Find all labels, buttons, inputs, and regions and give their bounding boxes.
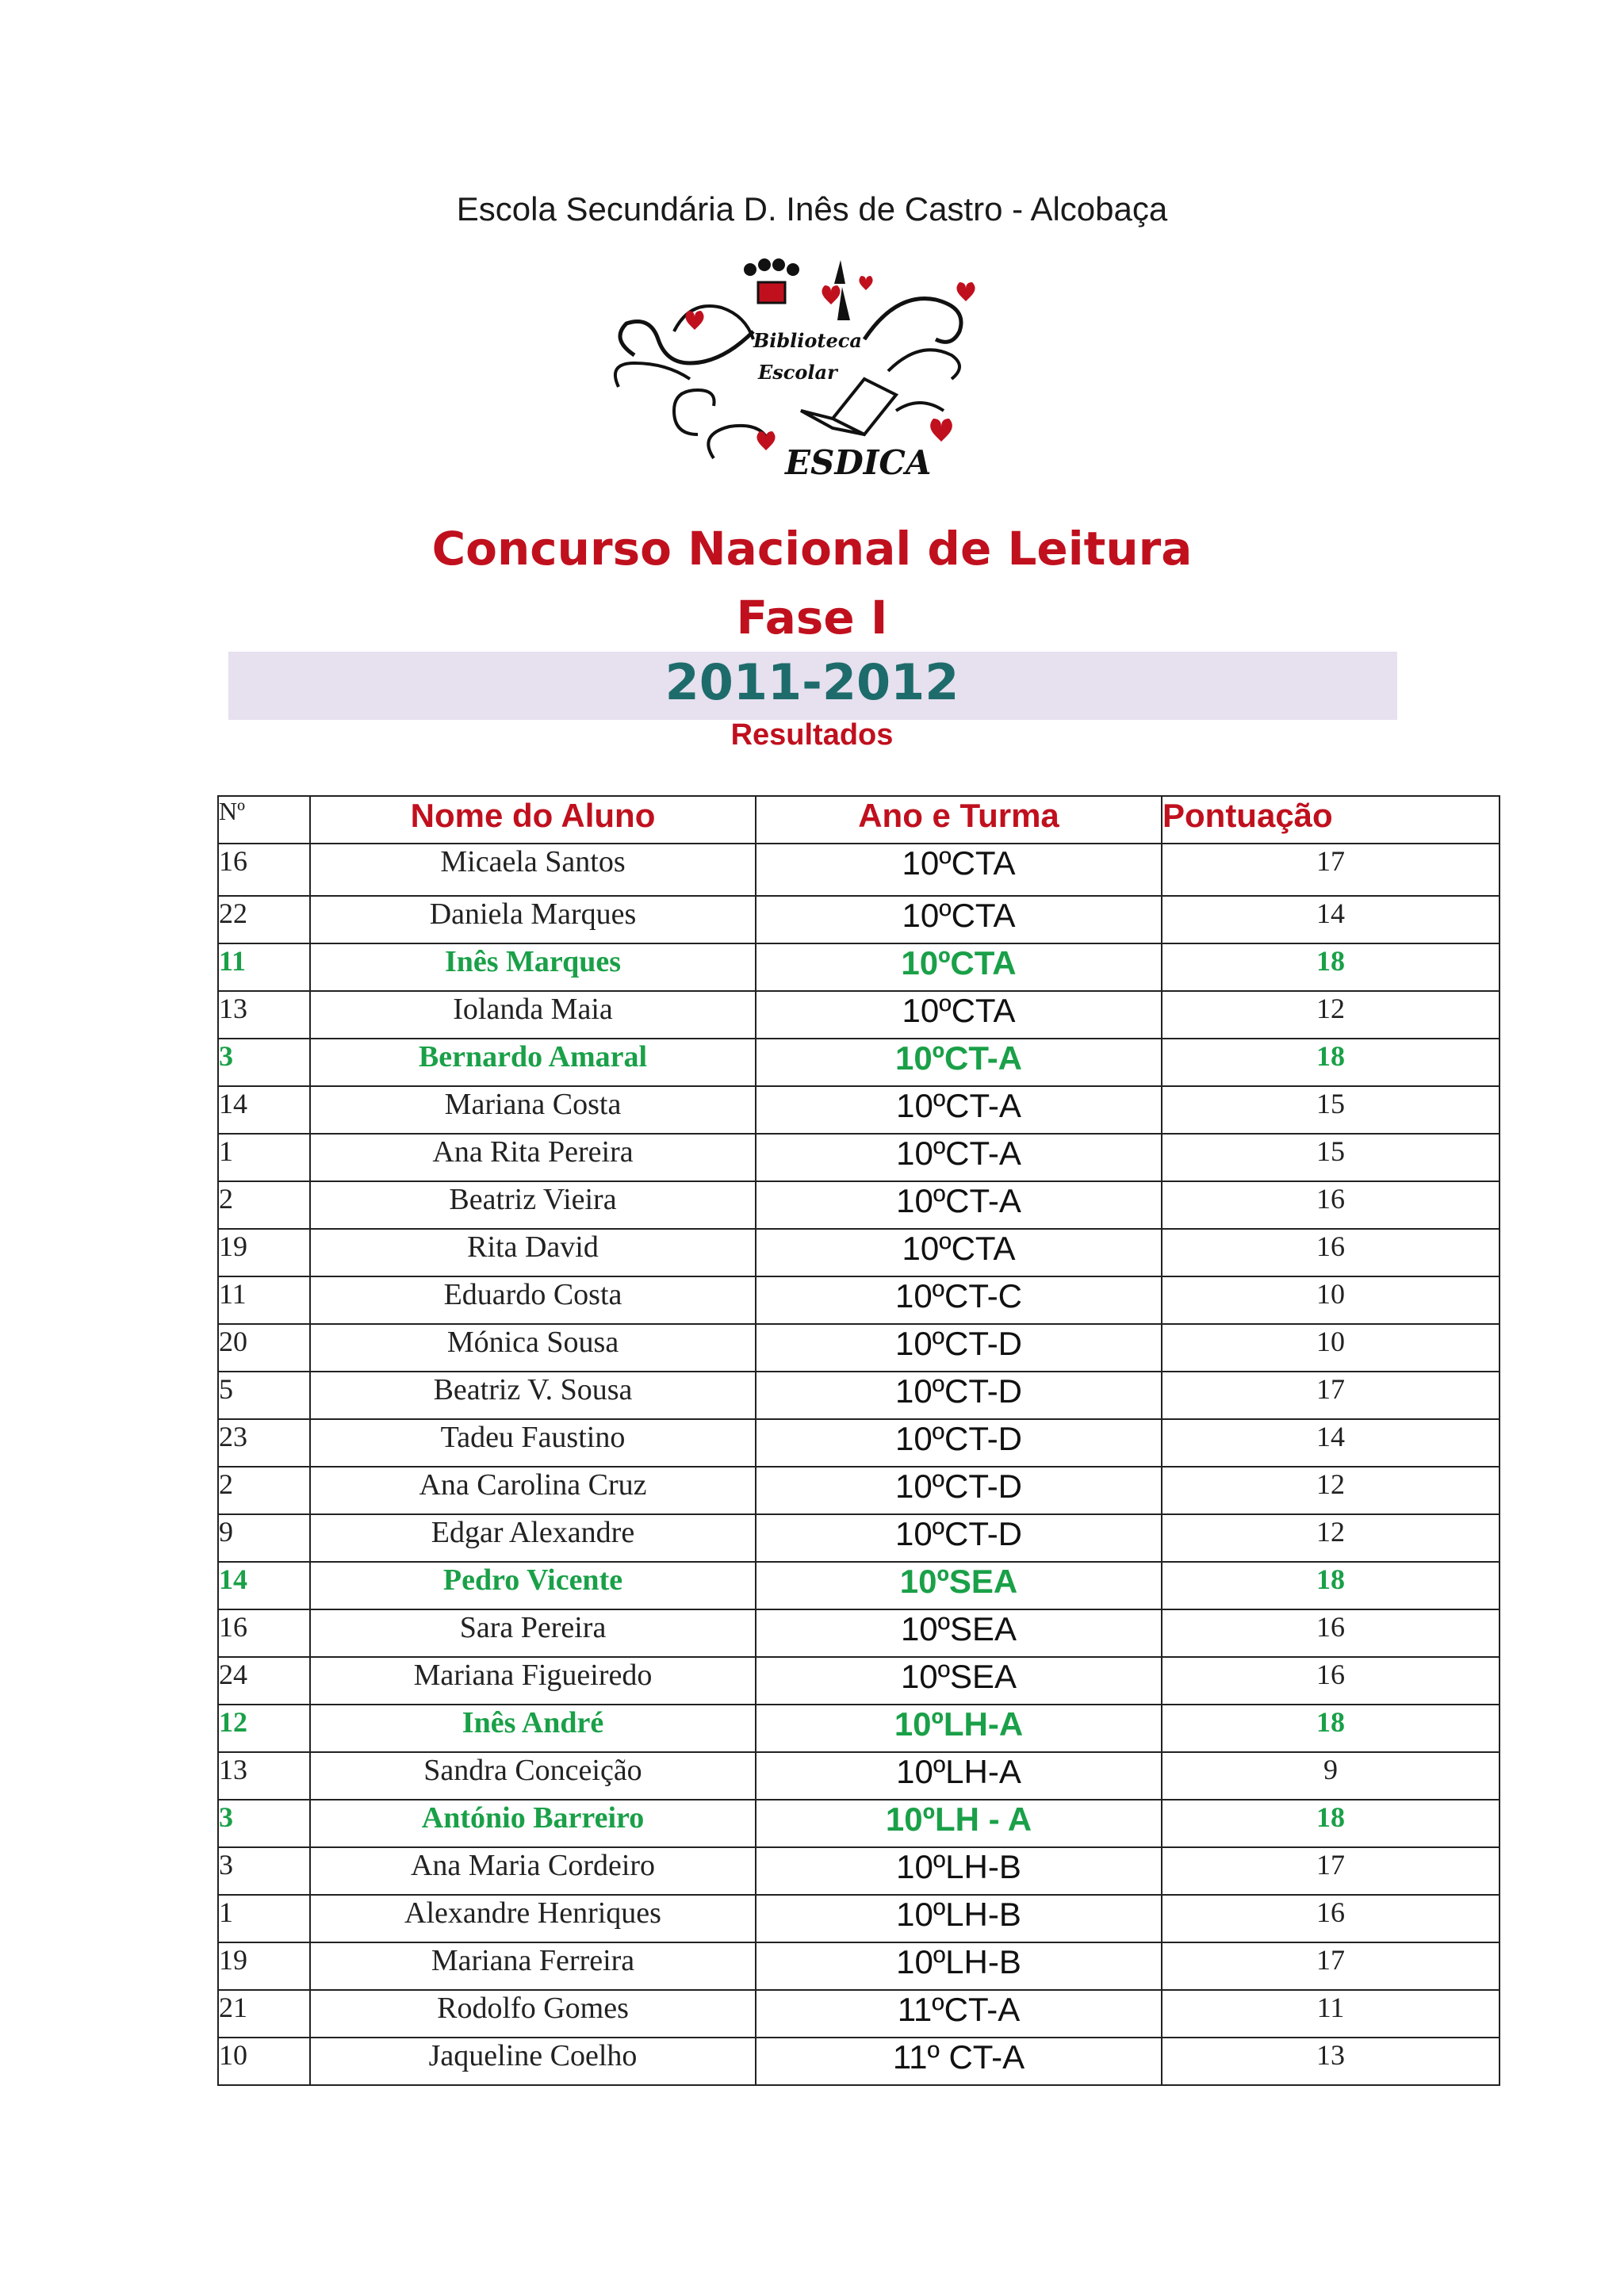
row-student-name: Mónica Sousa: [310, 1324, 756, 1372]
row-year-class: 10ºCTA: [756, 844, 1162, 896]
row-student-name: Ana Carolina Cruz: [310, 1467, 756, 1514]
row-score: 10: [1162, 1276, 1500, 1324]
table-row: [218, 1895, 1500, 1942]
row-year-class: 10ºCT-A: [756, 1086, 1162, 1134]
row-year-class: 10ºLH-B: [756, 1847, 1162, 1895]
row-year-class: 10ºCT-D: [756, 1324, 1162, 1372]
row-score: 17: [1162, 844, 1500, 896]
row-score: 18: [1162, 1562, 1500, 1609]
row-year-class: 10ºCT-A: [756, 1039, 1162, 1086]
row-year-class: 11º CT-A: [756, 2038, 1162, 2085]
row-year-class: 10ºCT-D: [756, 1372, 1162, 1419]
row-score: 16: [1162, 1609, 1500, 1657]
header-student-name: Nome do Aluno: [310, 796, 756, 844]
row-student-name: Micaela Santos: [310, 844, 756, 896]
row-student-name: Tadeu Faustino: [310, 1419, 756, 1467]
header-number: Nº: [218, 796, 310, 844]
row-number: 2: [218, 1181, 310, 1229]
table-row: [218, 1276, 1500, 1324]
row-student-name: Mariana Ferreira: [310, 1942, 756, 1990]
table-row: [218, 1324, 1500, 1372]
row-student-name: Alexandre Henriques: [310, 1895, 756, 1942]
table-row: [218, 2038, 1500, 2085]
row-score: 18: [1162, 1039, 1500, 1086]
row-year-class: 10ºLH-A: [756, 1705, 1162, 1752]
row-year-class: 10ºSEA: [756, 1657, 1162, 1705]
row-student-name: Mariana Costa: [310, 1086, 756, 1134]
row-score: 11: [1162, 1990, 1500, 2038]
row-score: 15: [1162, 1134, 1500, 1181]
row-number: 19: [218, 1229, 310, 1276]
row-year-class: 10ºLH-A: [756, 1752, 1162, 1800]
logo-line2: Escolar: [758, 361, 837, 384]
row-year-class: 10ºLH-B: [756, 1942, 1162, 1990]
row-number: 21: [218, 1990, 310, 2038]
row-number: 5: [218, 1372, 310, 1419]
row-student-name: Edgar Alexandre: [310, 1514, 756, 1562]
row-number: 16: [218, 1609, 310, 1657]
row-year-class: 10ºCTA: [756, 896, 1162, 943]
table-header-row: [218, 796, 1500, 844]
row-number: 2: [218, 1467, 310, 1514]
row-year-class: 10ºCT-A: [756, 1181, 1162, 1229]
table-row: [218, 844, 1500, 896]
row-number: 3: [218, 1847, 310, 1895]
row-year-class: 10ºLH - A: [756, 1800, 1162, 1847]
row-score: 15: [1162, 1086, 1500, 1134]
row-number: 3: [218, 1800, 310, 1847]
table-row: [218, 1229, 1500, 1276]
school-name: Escola Secundária D. Inês de Castro - Alcobaça: [456, 190, 1168, 228]
row-year-class: 10ºCT-D: [756, 1467, 1162, 1514]
row-student-name: António Barreiro: [310, 1800, 756, 1847]
row-score: 16: [1162, 1657, 1500, 1705]
table-row: [218, 896, 1500, 943]
table-row: [218, 1705, 1500, 1752]
logo-line1: Biblioteca: [753, 329, 862, 352]
row-year-class: 10ºCTA: [756, 1229, 1162, 1276]
table-row: [218, 1800, 1500, 1847]
row-score: 12: [1162, 991, 1500, 1039]
row-student-name: Inês André: [310, 1705, 756, 1752]
table-row: [218, 1134, 1500, 1181]
row-score: 17: [1162, 1372, 1500, 1419]
results-subtitle: Resultados: [730, 718, 894, 752]
row-score: 12: [1162, 1467, 1500, 1514]
contest-title: Concurso Nacional de Leitura: [431, 522, 1193, 576]
row-score: 16: [1162, 1229, 1500, 1276]
row-year-class: 10ºCT-D: [756, 1419, 1162, 1467]
row-student-name: Rodolfo Gomes: [310, 1990, 756, 2038]
table-row: [218, 1847, 1500, 1895]
row-score: 10: [1162, 1324, 1500, 1372]
row-student-name: Bernardo Amaral: [310, 1039, 756, 1086]
row-number: 1: [218, 1895, 310, 1942]
library-logo-graphic: [603, 252, 999, 490]
row-number: 13: [218, 1752, 310, 1800]
row-student-name: Iolanda Maia: [310, 991, 756, 1039]
row-score: 16: [1162, 1895, 1500, 1942]
row-score: 17: [1162, 1847, 1500, 1895]
row-score: 18: [1162, 1800, 1500, 1847]
row-year-class: 10ºCT-C: [756, 1276, 1162, 1324]
row-score: 17: [1162, 1942, 1500, 1990]
row-year-class: 10ºLH-B: [756, 1895, 1162, 1942]
row-number: 14: [218, 1562, 310, 1609]
row-student-name: Sandra Conceição: [310, 1752, 756, 1800]
row-year-class: 10ºCTA: [756, 943, 1162, 991]
row-score: 16: [1162, 1181, 1500, 1229]
row-score: 13: [1162, 2038, 1500, 2085]
row-score: 14: [1162, 1419, 1500, 1467]
row-year-class: 10ºSEA: [756, 1609, 1162, 1657]
row-number: 23: [218, 1419, 310, 1467]
table-row: [218, 1752, 1500, 1800]
row-year-class: 10ºSEA: [756, 1562, 1162, 1609]
row-number: 19: [218, 1942, 310, 1990]
results-table: [217, 795, 1500, 2086]
table-row: [218, 1181, 1500, 1229]
table-row: [218, 991, 1500, 1039]
table-row: [218, 1990, 1500, 2038]
table-row: [218, 943, 1500, 991]
row-student-name: Rita David: [310, 1229, 756, 1276]
row-student-name: Pedro Vicente: [310, 1562, 756, 1609]
row-year-class: 10ºCTA: [756, 991, 1162, 1039]
row-student-name: Ana Rita Pereira: [310, 1134, 756, 1181]
row-student-name: Mariana Figueiredo: [310, 1657, 756, 1705]
row-score: 18: [1162, 943, 1500, 991]
row-number: 11: [218, 1276, 310, 1324]
row-student-name: Daniela Marques: [310, 896, 756, 943]
table-row: [218, 1942, 1500, 1990]
row-student-name: Beatriz Vieira: [310, 1181, 756, 1229]
logo-name: ESDICA: [785, 443, 932, 482]
row-year-class: 11ºCT-A: [756, 1990, 1162, 2038]
row-number: 16: [218, 844, 310, 896]
header-score: Pontuação: [1162, 796, 1500, 844]
row-student-name: Beatriz V. Sousa: [310, 1372, 756, 1419]
row-student-name: Ana Maria Cordeiro: [310, 1847, 756, 1895]
row-number: 1: [218, 1134, 310, 1181]
header-year-class: Ano e Turma: [756, 796, 1162, 844]
school-year: 2011-2012: [665, 653, 959, 711]
row-student-name: Jaqueline Coelho: [310, 2038, 756, 2085]
row-year-class: 10ºCT-A: [756, 1134, 1162, 1181]
phase-title: Fase I: [736, 591, 888, 645]
row-score: 12: [1162, 1514, 1500, 1562]
table-row: [218, 1467, 1500, 1514]
table-row: [218, 1609, 1500, 1657]
table-row: [218, 1419, 1500, 1467]
row-year-class: 10ºCT-D: [756, 1514, 1162, 1562]
row-number: 9: [218, 1514, 310, 1562]
row-number: 22: [218, 896, 310, 943]
row-student-name: Inês Marques: [310, 943, 756, 991]
library-logo: [603, 252, 999, 490]
table-row: [218, 1514, 1500, 1562]
table-row: [218, 1086, 1500, 1134]
row-number: 20: [218, 1324, 310, 1372]
row-number: 24: [218, 1657, 310, 1705]
table-row: [218, 1562, 1500, 1609]
row-number: 10: [218, 2038, 310, 2085]
table-row: [218, 1372, 1500, 1419]
row-score: 9: [1162, 1752, 1500, 1800]
row-number: 13: [218, 991, 310, 1039]
row-number: 14: [218, 1086, 310, 1134]
row-student-name: Sara Pereira: [310, 1609, 756, 1657]
row-number: 12: [218, 1705, 310, 1752]
row-score: 14: [1162, 896, 1500, 943]
row-number: 3: [218, 1039, 310, 1086]
row-score: 18: [1162, 1705, 1500, 1752]
table-row: [218, 1039, 1500, 1086]
row-number: 11: [218, 943, 310, 991]
table-row: [218, 1657, 1500, 1705]
row-student-name: Eduardo Costa: [310, 1276, 756, 1324]
